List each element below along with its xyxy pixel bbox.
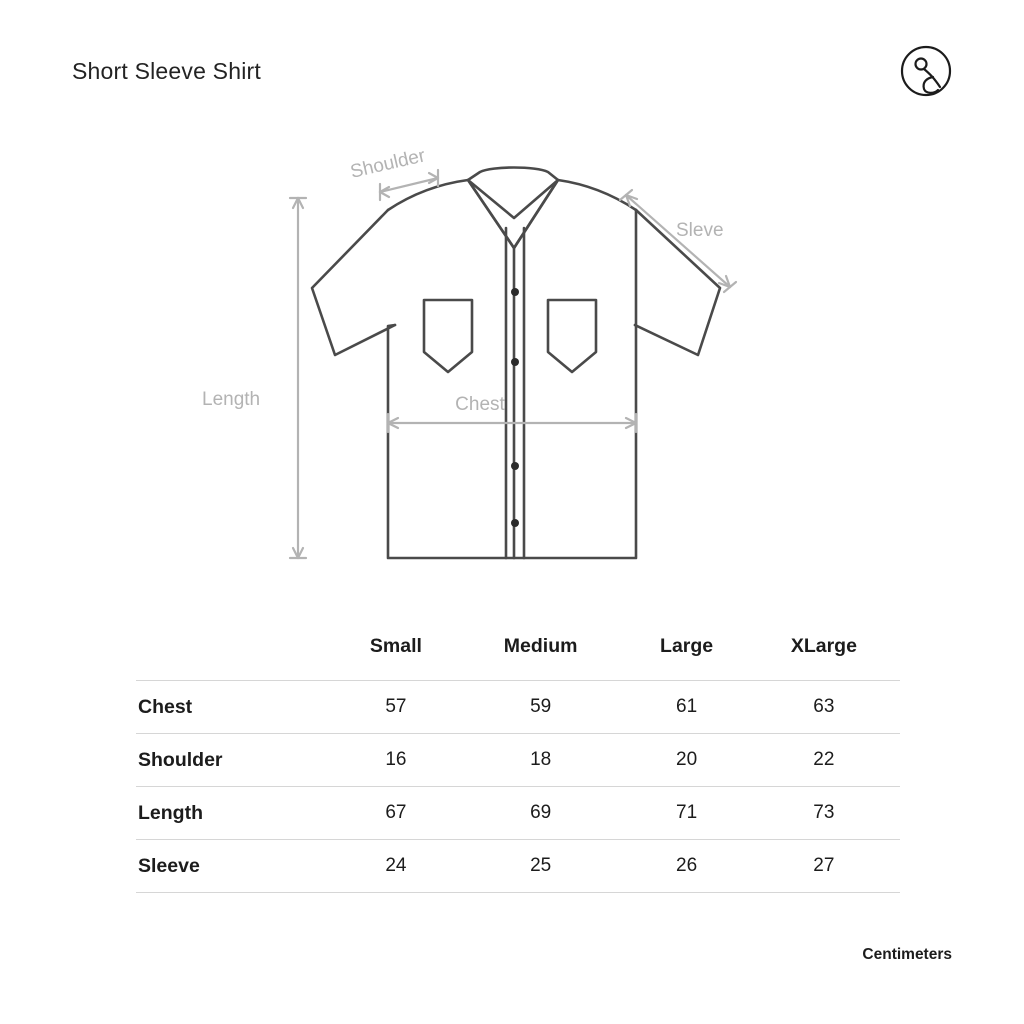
cell-shoulder-large: 20 xyxy=(676,749,698,770)
label-chest: Chest xyxy=(455,394,505,415)
cell-length-xlarge: 73 xyxy=(813,802,835,823)
cell-chest-small: 57 xyxy=(385,696,407,717)
shirt-diagram xyxy=(180,140,844,590)
row-label-sleeve: Sleeve xyxy=(138,854,200,877)
row-label-chest: Chest xyxy=(138,695,193,718)
cell-shoulder-xlarge: 22 xyxy=(813,749,835,770)
table-row xyxy=(136,840,900,893)
column-header-large: Large xyxy=(660,634,714,657)
table-header xyxy=(136,620,900,681)
cell-length-small: 67 xyxy=(385,802,407,823)
row-label-length: Length xyxy=(138,801,203,824)
cell-length-medium: 69 xyxy=(530,802,552,823)
column-header-small: Small xyxy=(369,634,422,657)
table-body xyxy=(136,681,900,893)
table-row xyxy=(136,734,900,787)
cell-chest-xlarge: 63 xyxy=(813,696,835,717)
cell-sleeve-small: 24 xyxy=(385,855,407,876)
cell-chest-large: 61 xyxy=(676,696,698,717)
cell-shoulder-medium: 18 xyxy=(530,749,552,770)
cell-sleeve-xlarge: 27 xyxy=(813,855,835,876)
label-sleeve: Sleve xyxy=(676,220,724,241)
column-header-medium: Medium xyxy=(503,634,578,657)
cell-length-large: 71 xyxy=(676,802,698,823)
cell-shoulder-small: 16 xyxy=(385,749,407,770)
table-row xyxy=(136,787,900,840)
circular-monogram-logo-icon xyxy=(900,45,952,97)
page-title: Short Sleeve Shirt xyxy=(72,58,261,84)
size-table xyxy=(136,620,900,893)
cell-chest-medium: 59 xyxy=(530,696,552,717)
column-header-xlarge: XLarge xyxy=(790,634,857,657)
label-shoulder: Shoulder xyxy=(348,145,428,183)
table-row xyxy=(136,681,900,734)
unit-note: Centimeters xyxy=(862,946,952,963)
label-length: Length xyxy=(202,389,261,410)
table-corner-header xyxy=(136,620,336,681)
table-header-row xyxy=(136,620,900,681)
cell-sleeve-medium: 25 xyxy=(530,855,552,876)
cell-sleeve-large: 26 xyxy=(676,855,698,876)
row-label-shoulder: Shoulder xyxy=(138,748,223,771)
